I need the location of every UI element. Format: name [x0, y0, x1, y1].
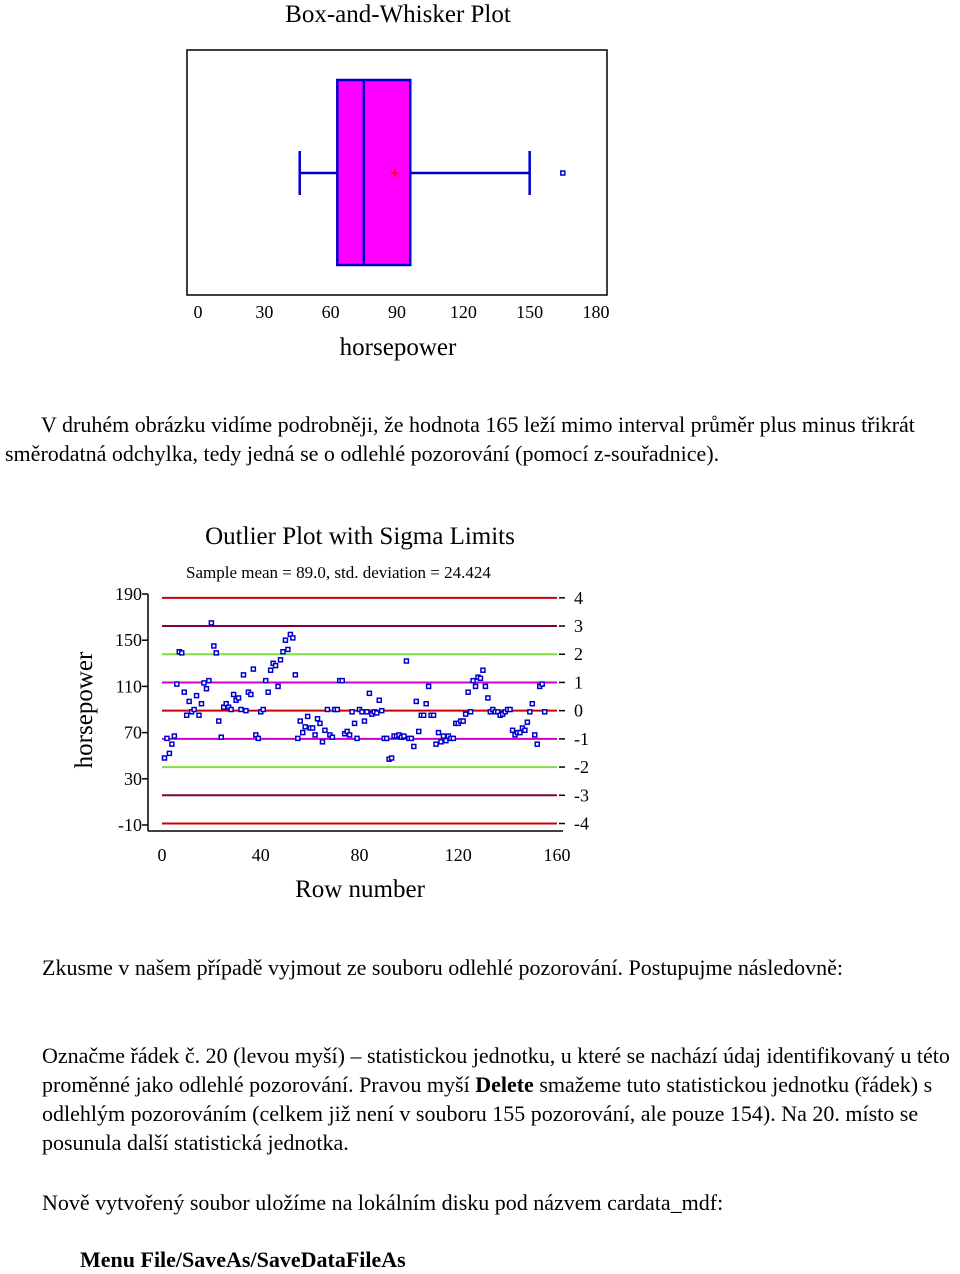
- box-x-tick-label: 90: [388, 302, 406, 322]
- outlier-data-point: [464, 712, 468, 716]
- outlier-data-point: [167, 751, 171, 755]
- paragraph-remove-outlier-text: Zkusme v našem případě vyjmout ze souboru odlehlé pozorování. Postupujme následovně:: [42, 955, 844, 980]
- outlier-data-point: [478, 676, 482, 680]
- outlier-sigma-tick-labels: [574, 588, 589, 834]
- outlier-data-point: [404, 659, 408, 663]
- outlier-data-point: [353, 721, 357, 725]
- outlier-data-point: [266, 690, 270, 694]
- outlier-data-point: [204, 687, 208, 691]
- outlier-data-point: [340, 679, 344, 683]
- outlier-data-point: [207, 679, 211, 683]
- outlier-data-point: [414, 699, 418, 703]
- outlier-data-point: [209, 621, 213, 625]
- outlier-data-point: [320, 740, 324, 744]
- outlier-data-point: [170, 742, 174, 746]
- box-x-tick-label: 180: [582, 302, 610, 322]
- outlier-data-point: [511, 728, 515, 732]
- outlier-data-point: [348, 733, 352, 737]
- paragraph-mark-row-delete: Delete: [475, 1072, 534, 1097]
- outlier-data-point: [264, 679, 268, 683]
- outlier-data-point: [474, 684, 478, 688]
- outlier-x-tick-label: 160: [543, 845, 571, 865]
- outlier-data-point: [486, 696, 490, 700]
- outlier-data-point: [367, 691, 371, 695]
- outlier-x-tick-label: 0: [157, 845, 167, 865]
- outlier-data-point: [412, 744, 416, 748]
- outlier-data-point: [434, 742, 438, 746]
- outlier-data-point: [232, 692, 236, 696]
- outlier-data-point: [360, 710, 364, 714]
- outlier-data-point: [375, 711, 379, 715]
- outlier-data-point: [466, 690, 470, 694]
- outlier-data-point: [261, 708, 265, 712]
- outlier-data-point: [311, 726, 315, 730]
- outlier-data-point: [380, 709, 384, 713]
- outlier-x-tick-labels: [158, 845, 571, 865]
- outlier-data-point: [390, 756, 394, 760]
- outlier-data-point: [200, 702, 204, 706]
- outlier-data-point: [528, 710, 532, 714]
- outlier-data-point: [365, 710, 369, 714]
- paragraph-remove-outlier: [42, 953, 942, 982]
- outlier-data-point: [318, 721, 322, 725]
- outlier-data-point: [162, 756, 166, 760]
- outlier-data-point: [274, 664, 278, 668]
- outlier-data-point: [306, 714, 310, 718]
- outlier-data-point: [530, 702, 534, 706]
- outlier-sigma-tick-label: -3: [574, 785, 589, 806]
- outlier-data-point: [422, 713, 426, 717]
- outlier-sigma-tick-label: 4: [574, 587, 583, 608]
- outlier-data-point: [296, 736, 300, 740]
- outlier-data-point: [335, 708, 339, 712]
- outlier-sigma-tick-label: -1: [574, 728, 589, 749]
- outlier-data-point: [241, 673, 245, 677]
- outlier-data-point: [535, 742, 539, 746]
- outlier-sigma-tick-label: -2: [574, 757, 589, 778]
- outlier-data-point: [313, 733, 317, 737]
- outlier-data-point: [256, 736, 260, 740]
- paragraph-save-file-text: Nově vytvořený soubor uložíme na lokálním disku pod názvem cardata_mdf:: [42, 1190, 724, 1215]
- outlier-data-point: [175, 682, 179, 686]
- outlier-data-point: [409, 736, 413, 740]
- outlier-data-point: [355, 736, 359, 740]
- outlier-data-point: [237, 696, 241, 700]
- outlier-data-point: [533, 733, 537, 737]
- box-x-tick-label: 60: [321, 302, 340, 322]
- outlier-data-point: [471, 679, 475, 683]
- outlier-data-point: [441, 734, 445, 738]
- outlier-x-tick-label: 80: [350, 845, 369, 865]
- outlier-data-point: [251, 667, 255, 671]
- outlier-data-point: [217, 719, 221, 723]
- outlier-x-tick-label: 120: [444, 845, 472, 865]
- outlier-data-point: [469, 710, 473, 714]
- outlier-data-point: [325, 708, 329, 712]
- outlier-data-point: [362, 719, 366, 723]
- outlier-data-point: [269, 668, 273, 672]
- outlier-x-axis-label: Row number: [295, 876, 425, 903]
- outlier-data-point: [543, 710, 547, 714]
- outlier-data-point: [291, 636, 295, 640]
- outlier-data-point: [219, 735, 223, 739]
- outlier-data-point: [286, 647, 290, 651]
- outlier-chart-subtitle: Sample mean = 89.0, std. deviation = 24.424: [186, 563, 491, 582]
- outlier-data-point: [172, 734, 176, 738]
- outlier-data-point: [165, 736, 169, 740]
- outlier-data-point: [244, 709, 248, 713]
- outlier-data-point: [298, 719, 302, 723]
- outlier-data-point: [182, 690, 186, 694]
- outlier-y-tick-label: 190: [115, 584, 142, 604]
- outlier-data-point: [427, 684, 431, 688]
- outlier-data-point: [214, 651, 218, 655]
- box-chart-title: Box-and-Whisker Plot: [285, 1, 511, 28]
- outlier-data-point: [276, 684, 280, 688]
- box-x-tick-label: 120: [449, 302, 477, 322]
- outlier-y-tick-labels: [115, 584, 142, 835]
- outlier-data-point: [377, 698, 381, 702]
- outlier-data-point: [523, 728, 527, 732]
- outlier-data-point: [323, 728, 327, 732]
- box-x-axis-label: horsepower: [339, 334, 457, 361]
- outlier-data-point: [185, 713, 189, 717]
- outlier-data-point: [444, 739, 448, 743]
- outlier-data-point: [316, 717, 320, 721]
- outlier-data-point: [195, 694, 199, 698]
- outlier-data-point: [437, 731, 441, 735]
- paragraph-mark-row-text-b: smažeme tuto statistickou jednotku (řádek) s odlehlým pozorováním (celkem již není v souboru 155 pozorování, ale pouze 154). Na 20. místo se posunula další statistická jednotka.: [42, 1072, 933, 1155]
- paragraph-mark-row-text-a: Označme řádek č. 20 (levou myší) – statistickou jednotku, u které se nachází údaj identifikovaný u této proměnné jako odlehlé pozorování. Pravou myší: [42, 1043, 950, 1097]
- outlier-sigma-tick-label: 2: [574, 644, 583, 665]
- outlier-chart-title: Outlier Plot with Sigma Limits: [205, 523, 515, 550]
- outlier-y-tick-label: 70: [124, 722, 142, 743]
- outlier-data-point: [402, 734, 406, 738]
- outlier-data-point: [283, 638, 287, 642]
- outlier-data-points: [162, 621, 546, 761]
- outlier-data-point: [303, 725, 307, 729]
- outlier-y-tick-label: -10: [118, 815, 142, 835]
- box-x-tick-label: 150: [516, 302, 544, 322]
- box-x-tick-label: 30: [255, 302, 274, 322]
- outlier-data-point: [279, 658, 283, 662]
- outlier-data-point: [417, 729, 421, 733]
- outlier-data-point: [439, 740, 443, 744]
- outlier-y-tick-label: 150: [115, 630, 142, 651]
- outlier-data-point: [192, 708, 196, 712]
- paragraph-save-file: [42, 1188, 942, 1217]
- paragraph-outlier-explanation: V druhém obrázku vidíme podrobněji, že hodnota 165 leží mimo interval průměr plus minus třikrát směrodatná odchylka, tedy jedná se o odlehlé pozorování (pomocí z-souřadnice).: [5, 412, 915, 466]
- outlier-sigma-tick-label: 0: [574, 700, 583, 721]
- box-x-tick-label: 0: [193, 302, 203, 322]
- outlier-data-point: [301, 731, 305, 735]
- outlier-data-point: [293, 673, 297, 677]
- outlier-data-point: [180, 651, 184, 655]
- outlier-data-point: [249, 692, 253, 696]
- outlier-data-point: [461, 719, 465, 723]
- outlier-data-point: [483, 684, 487, 688]
- outlier-data-point: [481, 668, 485, 672]
- paragraph-mark-row: [42, 1041, 960, 1157]
- outlier-data-point: [197, 713, 201, 717]
- outlier-data-point: [432, 713, 436, 717]
- outlier-data-point: [451, 736, 455, 740]
- menu-path: [80, 1245, 880, 1274]
- outlier-data-point: [540, 682, 544, 686]
- outlier-y-tick-label: 110: [115, 676, 142, 697]
- outlier-data-point: [187, 699, 191, 703]
- outlier-data-point: [229, 708, 233, 712]
- outlier-x-tick-label: 40: [251, 845, 270, 865]
- outlier-data-point: [424, 702, 428, 706]
- outlier-data-point: [330, 735, 334, 739]
- outlier-data-point: [281, 650, 285, 654]
- outlier-sigma-tick-label: 3: [574, 616, 583, 637]
- outlier-sigma-tick-label: -4: [574, 813, 589, 834]
- outlier-y-tick-label: 30: [124, 768, 142, 789]
- outlier-data-point: [508, 708, 512, 712]
- outlier-sigma-tick-label: 1: [574, 672, 583, 693]
- outlier-data-point: [202, 681, 206, 685]
- outlier-data-point: [350, 710, 354, 714]
- outlier-data-point: [385, 736, 389, 740]
- outlier-data-point: [518, 731, 522, 735]
- outlier-data-point: [239, 708, 243, 712]
- outlier-y-axis-label: horsepower: [71, 651, 98, 769]
- outlier-data-point: [525, 720, 529, 724]
- outlier-data-point: [212, 644, 216, 648]
- menu-path-text: Menu File/SaveAs/SaveDataFileAs: [80, 1247, 406, 1272]
